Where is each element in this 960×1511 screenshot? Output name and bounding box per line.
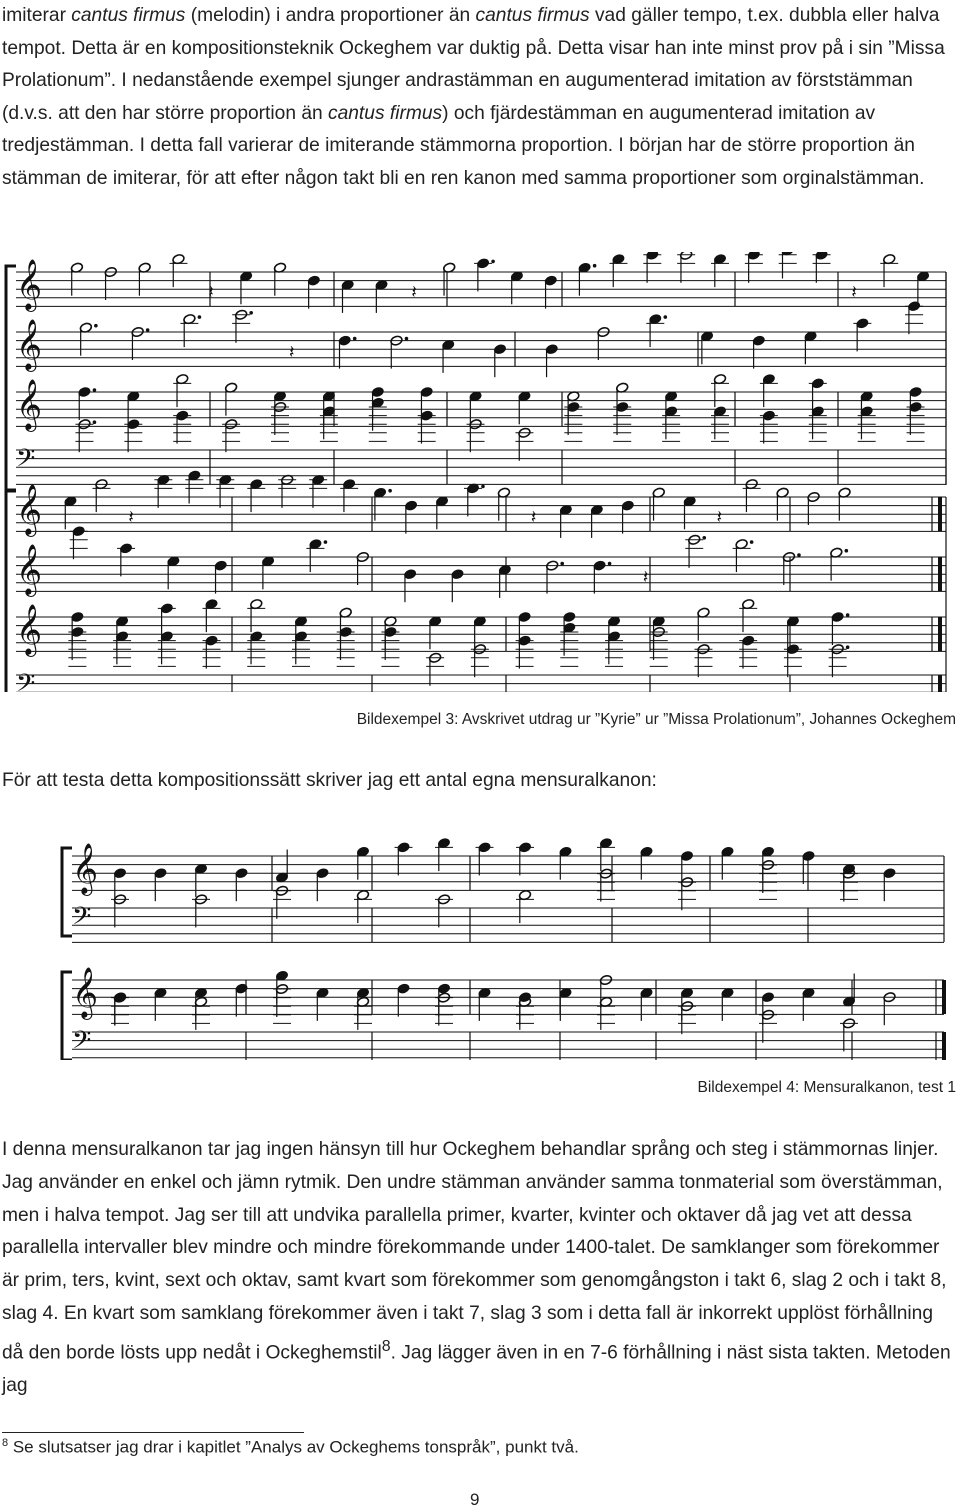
page-number: 9 xyxy=(470,1490,480,1509)
footnote-divider xyxy=(2,1432,304,1433)
paragraph-text: imiterar xyxy=(2,5,72,26)
system-bracket xyxy=(6,266,16,490)
ockeghem-score-excerpt xyxy=(0,252,960,692)
footnote-text: Se slutsatser jag drar i kapitlet ”Analys av Ockeghems tonspråk”, punkt två. xyxy=(8,1437,579,1457)
treble-clef-icon: 𝄞 xyxy=(16,259,43,310)
augmentation-dot xyxy=(94,324,98,328)
rest-icon: 𝄽 xyxy=(128,507,134,528)
augmentation-dot xyxy=(797,553,801,557)
augmentation-dot xyxy=(663,315,667,319)
bass-clef-icon: 𝄢 xyxy=(16,444,36,479)
augmentation-dot xyxy=(249,311,253,315)
treble-clef-icon: 𝄞 xyxy=(16,604,43,655)
augmentation-dot xyxy=(481,485,485,489)
treble-clef-icon: 𝄞 xyxy=(72,967,99,1018)
rest-icon: 𝄽 xyxy=(208,282,214,303)
rest-icon: 𝄽 xyxy=(642,567,649,588)
augmentation-dot xyxy=(846,613,850,617)
rest-icon: 𝄽 xyxy=(716,507,723,528)
augmentation-dot xyxy=(593,264,597,268)
augmentation-dot xyxy=(750,540,754,544)
augmentation-dot xyxy=(608,562,612,566)
intro-line: För att testa detta kompositionssätt skriver jag ett antal egna mensuralkanon: xyxy=(2,770,657,791)
augmentation-dot xyxy=(845,549,849,553)
treble-clef-icon: 𝄞 xyxy=(72,843,99,894)
paragraph-text: ) och fjärdestämman en augumenterad imitation av tredjestämman. I detta fall varierar de imiterande stämmorna proportion. I början har de större proportion än stämman de imiterar, för att efter någon takt bli en ren kanon med samma proportioner som orginalstämman. xyxy=(2,102,925,189)
bass-clef-icon: 𝄢 xyxy=(72,902,92,937)
system-bracket xyxy=(62,972,72,1060)
top-paragraph xyxy=(2,0,957,195)
mensural-canon-score xyxy=(0,830,960,1060)
system-bracket xyxy=(6,491,16,692)
augmentation-dot xyxy=(198,315,202,319)
rest-icon: 𝄽 xyxy=(411,282,417,303)
treble-clef-icon: 𝄞 xyxy=(16,544,43,595)
footnote-reference[interactable]: 8 xyxy=(381,1337,391,1355)
augmentation-dot xyxy=(702,536,706,540)
augmentation-dot xyxy=(491,260,495,264)
augmentation-dot xyxy=(560,562,564,566)
augmentation-dot xyxy=(353,337,357,341)
treble-clef-icon: 𝄞 xyxy=(16,484,43,535)
footnote-number: 8 xyxy=(2,1437,9,1449)
augmentation-dot xyxy=(388,489,392,493)
footnote xyxy=(2,1437,579,1458)
treble-clef-icon: 𝄞 xyxy=(16,379,43,430)
bass-clef-icon: 𝄢 xyxy=(72,1026,92,1060)
bass-clef-icon: 𝄢 xyxy=(16,669,36,692)
body-paragraph xyxy=(2,1134,957,1403)
paragraph-text: . Jag lägger även in en 7-6 förhållning i näst sista takten. Metoden jag xyxy=(2,1342,951,1396)
rest-icon: 𝄽 xyxy=(288,342,295,363)
rest-icon: 𝄽 xyxy=(851,282,857,303)
cantus-firmus-term: cantus firmus xyxy=(328,102,443,124)
cantus-firmus-term: cantus firmus xyxy=(71,5,186,26)
treble-clef-icon: 𝄞 xyxy=(16,319,43,370)
cantus-firmus-term: cantus firmus xyxy=(475,5,590,26)
augmentation-dot xyxy=(846,645,850,649)
figure-caption-4: Bildexempel 4: Mensuralkanon, test 1 xyxy=(697,1079,956,1096)
figure-caption-3: Bildexempel 3: Avskrivet utdrag ur ”Kyrie” ur ”Missa Prolationum”, Johannes Ockeghem xyxy=(356,711,956,728)
augmentation-dot xyxy=(405,337,409,341)
paragraph-text: vad gäller tempo, t.ex. dubbla eller halva tempot. Detta är en kompositionsteknik Ockeghem var duktig på. Detta visar han inte minst prov på i sin ”Missa Prolationum”. I nedanstående exempel sjunger andrastämman en augumenterad imitation av förststämman (d.v.s. att den har större proportion än xyxy=(2,5,945,124)
augmentation-dot xyxy=(146,328,150,332)
paragraph-text: (melodin) i andra proportioner än xyxy=(185,5,476,26)
augmentation-dot xyxy=(93,420,97,424)
paragraph-text: I denna mensuralkanon tar jag ingen hänsyn till hur Ockeghem behandlar språng och steg i stämmornas linjer. Jag använder en enkel och jämn rytmik. Den undre stämman använder samma tonmaterial som överstämman, men i halva tempot. Jag ser till att undvika parallella primer, kvarter, kvinter och oktaver då jag vet att dessa parallella intervaller blev mindre och mindre förekommande under 1400-talet. De samklanger som förekommer är prim, ters, kvint, sext och oktav, samt kvart som förekommer som genomgångston i takt 6, slag 2 och i takt 8, slag 4. En kvart som samklang förekommer även i takt 7, slag 3 som i detta fall är inkorrekt upplöst förhållning då den borde lösts upp nedåt i Ockeghemstil xyxy=(2,1139,947,1364)
system-bracket xyxy=(62,848,72,936)
augmentation-dot xyxy=(93,388,97,392)
rest-icon: 𝄽 xyxy=(530,507,537,528)
augmentation-dot xyxy=(324,540,328,544)
